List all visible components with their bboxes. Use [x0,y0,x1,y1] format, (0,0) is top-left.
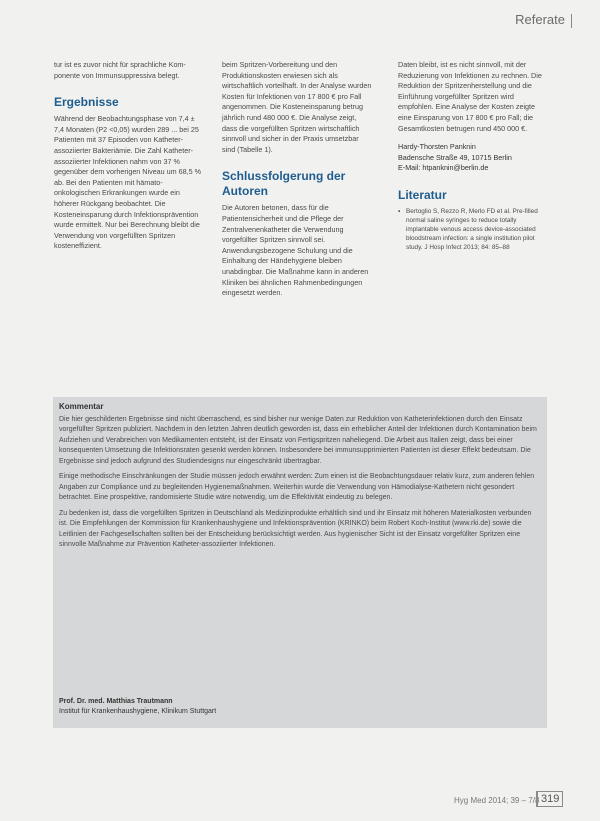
heading-literatur: Literatur [398,187,447,202]
heading-ergebnisse: Ergebnisse [54,95,119,110]
journal-citation: Hyg Med 2014; 39 – 7/8 [454,796,540,805]
results-paragraph: Während der Beobachtungsphase von 7,4 ± 7,4 Monaten (P2 <0,05) wurden 289 ... bei 25 Patienten mit 37 Episoden von Katheter-assoziierter Bakteriämie. Die Zahl Katheter-assoziierter Infektionen nahm von 37 % gegenüber dem vorherigen Niveau um 68,5 % ab. Bei den Patienten mit hämato-onkologischen Erkrankungen wurde ein höherer Rückgang beobachtet. Die Kosteneinsparung durch Infektionsprävention wurde ermittelt. Nur bei Berechnung bleibt die Verwendung von vorgefüllten Spritzen kosteneffizient. [54,114,202,251]
kommentar-paragraph-1: Die hier geschilderten Ergebnisse sind nicht überraschend, es sind bisher nur wenige Daten zur Reduktion von Katheterinfektionen durch den Einsatz vorgefüllter Spritzen publiziert. Nachdem in den letzten Jahren deutlich geworden ist, dass ein erheblicher Anteil der Infektionen durch Kontamination beim Aufziehen und Verabreichen von Medikamenten entsteht, ist der Einsatz von Fertigspritzen naheliegend. Die Arbeit aus Italien zeigt, dass bei einer konsequenten Umsetzung die Infektionsraten gesenkt werden können. Insbesondere bei immunsupprimierten Patienten ist dieser Effekt bedeutsam. Die Ergebnisse sind jedoch aufgrund des Studiendesigns nur eingeschränkt übertragbar. [59,415,537,465]
reference-item: ▪ Bertoglio S, Rezzo R, Merlo FD et al. Pre-filled normal saline syringes to reduce totally implantable venous access device-associated bloodstream infection: a single institution pilot study. J Hosp Infect 2013; 84: 85–88 [398,207,538,251]
author-street: Badensche Straße 49, 10715 Berlin [398,152,512,162]
signature-name: Prof. Dr. med. Matthias Trautmann [59,698,173,705]
bullet-icon: ▪ [398,207,401,215]
kommentar-box [53,397,547,728]
author-email[interactable]: E-Mail: htpanknin@berlin.de [398,163,489,173]
conclusion-paragraph: Die Autoren betonen, dass für die Patientensicherheit und die Pflege der Zentralvenenkatheter die Verwendung vorgefüllter Spritzen sinnvoll sei. Anwendungsbezogene Schulung und die Einhaltung der Händehygiene bleiben unabdingbar. Die Maßnahme kann in anderen Kliniken bei ähnlichen Rahmenbedingungen eingesetzt werden. [222,203,369,298]
page-number: 319 [536,791,563,807]
divider [571,14,572,28]
results-continued-paragraph: beim Spritzen-Vorbereitung und den Produktionskosten erwiesen sich als wirtschaftlich vorteilhaft. In der Analyse wurden Kosten für Infektionen von 17 800 € pro Fall angenommen. Die Kosteneinsparung betrug jährlich rund 480 000 €. Die Analyse zeigt, dass die vorgefüllten Spritzen wirtschaftlich sinnvoll und sicher in der Praxis umsetzbar sind (Tabelle 1). [222,60,372,154]
section-label: Referate [515,12,572,28]
author-address [398,142,548,174]
kommentar-paragraph-2: Einige methodische Einschränkungen der Studie müssen jedoch erwähnt werden: Zum einen ist die Beobachtungsdauer relativ kurz, zum anderen fehlen Angaben zur Compliance und zu begleitenden Hygienemaßnahmen. Weiterhin wurde die Verwendung von Hämodialyse-Kathetern nicht gesondert betrachtet. Eine prospektive, randomisierte Studie wäre notwendig, um die Effektivität eindeutig zu belegen. [59,473,535,501]
author-name: Hardy-Thorsten Panknin [398,142,476,152]
conclusion-continued-paragraph: Daten bleibt, ist es nicht sinnvoll, mit der Reduzierung von Infektionen zu rechnen. Die Reduktion der Spritzenherstellung und die Einführung vorgefüllter Spritzen wird empfohlen. Eine Analyse der Kosten zeigte eine Einsparung von 17 800 € pro Fall; die Gesamtkosten betrugen rund 450 000 €. [398,60,542,133]
kommentar-signature [59,697,216,717]
column-right [398,60,548,252]
column-left [54,60,204,252]
column-middle [222,60,372,299]
reference-list [398,207,548,252]
intro-paragraph: tur ist es zuvor nicht für sprachliche Kom-ponente von Immunsuppressiva belegt. [54,60,186,80]
signature-institute: Institut für Krankenhaushygiene, Klinikum Stuttgart [59,708,217,715]
kommentar-paragraph-3: Zu bedenken ist, dass die vorgefüllten Spritzen in Deutschland als Medizinprodukte erhältlich sind und ihr Einsatz mit höheren Materialkosten verbunden ist. Die Empfehlungen der Kommission für Krankenhaushygiene und Infektionsprävention (KRINKO) beim Robert Koch-Institut (www.rki.de) sowie die Leitlinien der Fachgesellschaften sollten bei der Entscheidung berücksichtigt werden. Aus hygienischer Sicht ist der Einsatz vorgefüllter Spritzen eine sinnvolle Maßnahme zur Prävention Katheter-assoziierter Infektionen. [59,509,532,548]
kommentar-title: Kommentar [59,402,104,411]
heading-schlussfolgerung: Schlussfolgerung der Autoren [222,169,346,199]
